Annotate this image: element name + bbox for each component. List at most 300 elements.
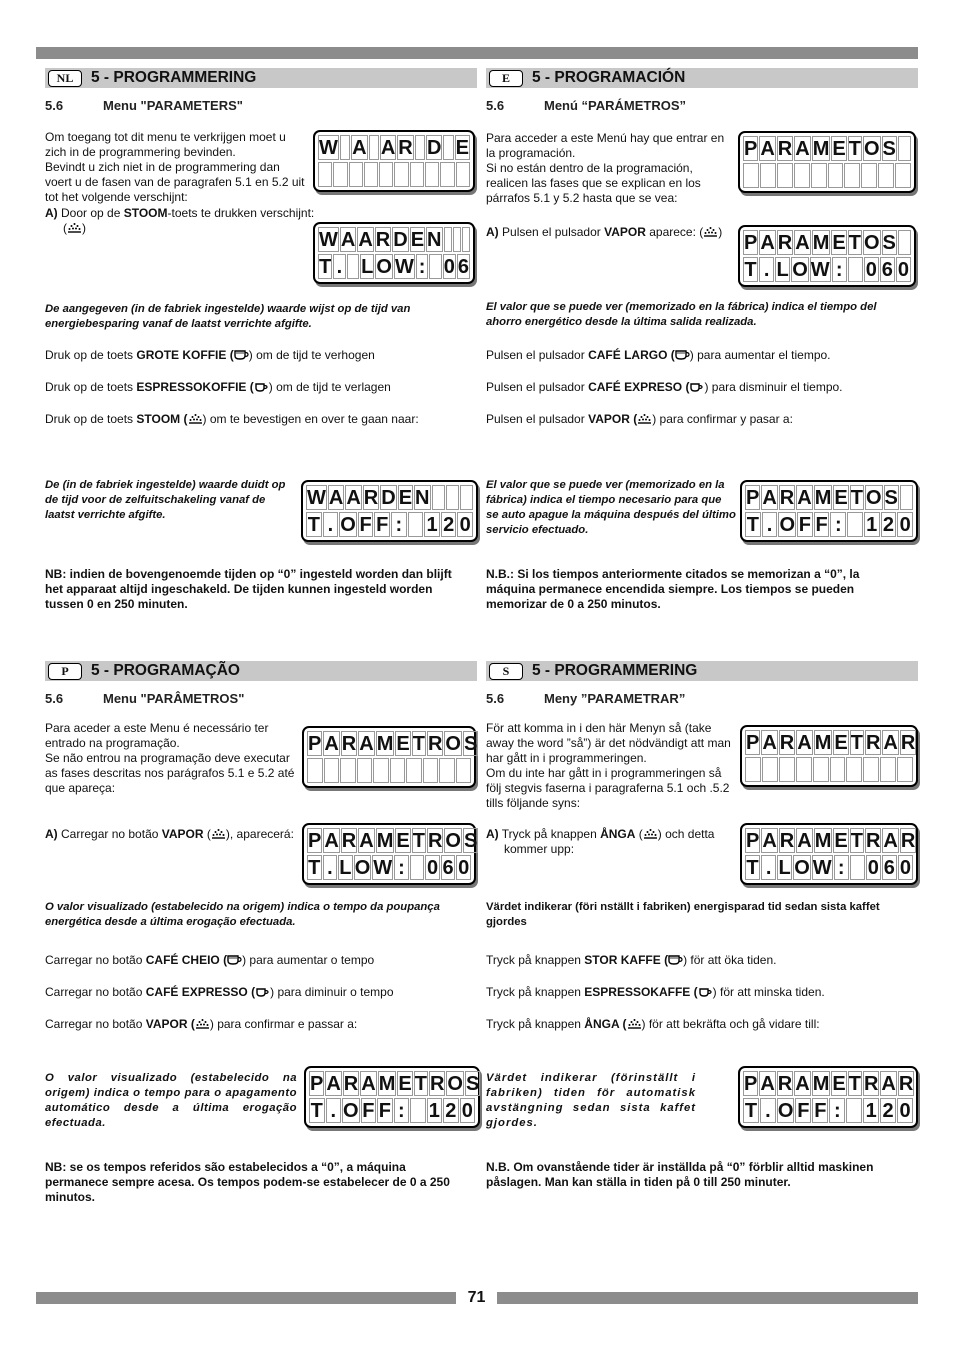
lcd-cell: [878, 163, 894, 188]
lcd-cell: [425, 162, 439, 187]
lcd-cell: O: [777, 1100, 794, 1122]
lcd-cell: [410, 855, 425, 880]
instruction-inc: [45, 348, 375, 363]
large-cup-icon: [227, 953, 242, 967]
paren: (: [629, 412, 638, 426]
large-cup-icon: [668, 953, 683, 967]
instruction-text: Pulsen el pulsador: [486, 348, 589, 362]
lcd-cell: W: [812, 857, 832, 879]
lcd-cell: D: [426, 137, 442, 159]
lcd-cell: T: [307, 514, 320, 536]
lcd-row-1: [307, 828, 478, 853]
lcd-cell: 2: [881, 512, 897, 537]
lcd-cell: :: [394, 855, 409, 880]
instruction-text: Tryck på knappen: [486, 985, 585, 999]
key-name: ÅNGA: [584, 1017, 620, 1031]
lcd-cell: F: [376, 514, 389, 536]
lcd-cell: :: [834, 855, 849, 880]
lcd-cell: 0: [458, 857, 470, 879]
lcd-cell: [453, 227, 461, 252]
lcd-cell: P: [744, 1073, 758, 1095]
note-auto-off: El valor que se puede ver (memorizado en la fábrica) indica el tiempo necesario para que se auto apague la máquina después del último servicio efectuado.: [486, 479, 736, 536]
lcd-cell: .: [323, 512, 339, 537]
step-label: A): [486, 225, 499, 239]
step-a: [45, 206, 321, 236]
lcd-cell: A: [324, 830, 339, 852]
nb-note: N.B. Om ovanstående tider är inställda på “0” förblir alltid maskinen påslagen. Man kan ställa in tiden på 0 till 250 minuter.: [486, 1160, 874, 1189]
steam-icon: [195, 1017, 210, 1031]
lcd-cell: S: [463, 830, 478, 852]
subsection-number: 5.6: [45, 691, 64, 706]
lcd-row-1: [306, 485, 473, 510]
lcd-cell: :: [829, 1098, 845, 1123]
lcd-cell: [443, 135, 453, 160]
lcd-display: [738, 131, 916, 193]
lcd-row-1: [743, 1071, 913, 1096]
lcd-cell: [318, 162, 332, 187]
lcd-cell: A: [326, 1073, 341, 1095]
key-name: GROTE KOFFIE: [136, 348, 227, 362]
lcd-cell: :: [391, 512, 407, 537]
section-header: [486, 68, 918, 88]
lcd-cell: 6: [457, 256, 470, 278]
section-header: [45, 661, 477, 681]
lcd-cell: E: [410, 229, 425, 251]
lcd-display: [313, 130, 475, 192]
section-header: [486, 661, 918, 681]
lcd-display: [738, 225, 916, 287]
key-name: ÅNGA: [600, 827, 636, 841]
lcd-row-2: [307, 855, 471, 880]
lcd-cell: T: [850, 732, 863, 754]
lcd-cell: [863, 757, 879, 782]
steam-icon: [67, 221, 82, 235]
lcd-cell: W: [810, 259, 830, 281]
lcd-cell: 0: [443, 256, 455, 278]
step-label: A): [486, 827, 499, 841]
lcd-cell: E: [398, 487, 413, 509]
lcd-cell: 6: [881, 259, 893, 281]
lcd-cell: P: [744, 232, 758, 254]
instruction-text: Druk op de toets: [45, 348, 137, 362]
lcd-display: [302, 726, 476, 788]
lcd-cell: [340, 135, 350, 160]
subsection-title: Meny ”PARAMETRAR”: [544, 691, 686, 706]
lcd-cell: F: [359, 514, 372, 536]
large-cup-icon: [234, 348, 249, 362]
lcd-cell: A: [881, 1073, 896, 1095]
lcd-row-2: [745, 757, 913, 782]
step-text: Carregar no botão: [61, 827, 162, 841]
lcd-cell: A: [380, 137, 396, 159]
instruction-dec: [45, 985, 394, 1000]
subsection-number: 5.6: [486, 98, 505, 113]
lcd-cell: 0: [460, 1098, 476, 1123]
lcd-row-2: [318, 254, 470, 279]
lcd-row-2: [743, 1098, 913, 1123]
lcd-cell: R: [779, 487, 795, 509]
paren: (: [246, 380, 254, 394]
instruction-text: Tryck på knappen: [486, 1017, 585, 1031]
lcd-cell: 0: [899, 857, 911, 879]
lcd-cell: [440, 162, 454, 187]
lcd-cell: L: [778, 857, 791, 879]
nb-note: N.B.: Si los tiempos anteriormente citados se memorizan a “0”, la máquina permanece encendida siempre. Los tiempos se pueden memorizar de 0 a 250 minutos.: [486, 567, 860, 611]
lcd-cell: A: [762, 830, 777, 852]
instruction-text: ) om de tijd te verhogen: [248, 348, 375, 362]
lcd-cell: [830, 757, 846, 782]
language-flag: E: [489, 70, 523, 87]
lcd-cell: O: [865, 487, 882, 509]
lcd-cell: A: [795, 138, 810, 160]
instruction-conf: [486, 1017, 820, 1032]
lcd-cell: [408, 512, 424, 537]
small-cup-icon: [689, 380, 704, 394]
lcd-cell: T: [848, 232, 861, 254]
lcd-cell: O: [445, 733, 461, 755]
lcd-cell: M: [812, 1073, 830, 1095]
lcd-row-1: [743, 136, 911, 161]
lcd-cell: R: [429, 1073, 445, 1095]
lcd-cell: R: [779, 732, 795, 754]
lcd-cell: M: [378, 1073, 396, 1095]
lcd-cell: R: [777, 138, 793, 160]
lcd-cell: 1: [427, 1098, 443, 1123]
note-energy-saving: O valor visualizado (estabelecido na origem) indica o tempo da poupança energética desde a última erogação efectuada.: [45, 901, 440, 928]
lcd-cell: .: [333, 254, 345, 279]
lcd-cell: O: [792, 259, 808, 281]
lcd-display: [740, 480, 918, 542]
lcd-cell: [762, 757, 778, 782]
lcd-cell: A: [795, 1073, 810, 1095]
lcd-cell: P: [308, 830, 322, 852]
lcd-cell: 0: [426, 857, 439, 879]
lcd-cell: F: [798, 514, 811, 536]
lcd-cell: E: [834, 487, 848, 509]
step-text: aparece: (: [645, 225, 704, 239]
lcd-cell: E: [455, 137, 469, 159]
step-text: Tryck på knappen: [501, 827, 601, 841]
lcd-cell: 1: [864, 512, 880, 537]
lcd-cell: L: [339, 857, 352, 879]
instruction-conf: [45, 412, 419, 427]
paren: (: [619, 1017, 627, 1031]
instruction-text: Tryck på knappen: [486, 953, 585, 967]
lcd-display: [301, 480, 478, 542]
lcd-cell: P: [310, 1073, 324, 1095]
lcd-cell: A: [346, 487, 361, 509]
instruction-text: Pulsen el pulsador: [486, 412, 589, 426]
lcd-cell: .: [762, 512, 778, 537]
intro-text: Para aceder a este Menu é necessário ter entrado na programação. Se não entrou na programação deve executar as fases descritas nos parágrafos 5.1 e 5.2 até que apareça:: [45, 721, 295, 795]
step-a: [45, 827, 303, 842]
lcd-cell: R: [863, 1073, 879, 1095]
lcd-cell: .: [323, 855, 338, 880]
lcd-cell: [410, 1098, 426, 1123]
lcd-cell: A: [883, 830, 898, 852]
instruction-text: ) para diminuir o tempo: [270, 985, 394, 999]
lcd-cell: S: [884, 487, 898, 509]
steam-icon: [188, 412, 203, 426]
lcd-cell: P: [746, 732, 760, 754]
lcd-cell: 6: [883, 857, 895, 879]
bottom-rule-left: [36, 1292, 456, 1304]
lcd-cell: L: [776, 259, 789, 281]
lcd-cell: A: [328, 487, 344, 509]
lcd-cell: S: [882, 138, 896, 160]
lcd-cell: [444, 227, 452, 252]
lcd-cell: [333, 162, 347, 187]
key-name: CAFÉ EXPRESSO: [145, 985, 248, 999]
instruction-inc: [45, 953, 374, 968]
lcd-display: [740, 725, 918, 787]
lcd-row-1: [318, 227, 470, 252]
lcd-cell: [357, 758, 373, 783]
paren: (: [660, 953, 669, 967]
lcd-cell: [848, 257, 863, 282]
lcd-cell: 2: [880, 1098, 896, 1123]
lcd-cell: T: [848, 138, 861, 160]
lcd-cell: R: [341, 830, 357, 852]
instruction-text: Carregar no botão: [45, 953, 146, 967]
instruction-inc: [486, 953, 776, 968]
lcd-row-1: [318, 135, 470, 160]
lcd-cell: R: [900, 732, 916, 754]
lcd-cell: O: [354, 857, 371, 879]
instruction-conf: [486, 412, 793, 427]
lcd-cell: :: [830, 512, 846, 537]
lcd-cell: [379, 162, 393, 187]
lcd-cell: W: [319, 137, 338, 159]
lcd-cell: [895, 163, 911, 188]
lcd-cell: :: [832, 257, 847, 282]
lcd-cell: A: [358, 229, 373, 251]
lcd-row-2: [306, 512, 473, 537]
lcd-cell: [410, 162, 424, 187]
lcd-cell: [415, 135, 425, 160]
paren: (: [247, 985, 256, 999]
lcd-cell: [456, 162, 470, 187]
step-text: (: [635, 827, 643, 841]
lcd-cell: [432, 485, 445, 510]
lcd-cell: [844, 163, 860, 188]
lcd-cell: [324, 758, 340, 783]
key-name: CAFÉ LARGO: [588, 348, 668, 362]
small-cup-icon: [255, 985, 270, 999]
lcd-cell: T: [744, 259, 757, 281]
lcd-cell: R: [777, 1073, 793, 1095]
lcd-cell: O: [343, 1100, 359, 1122]
small-cup-icon: [254, 380, 269, 394]
lcd-cell: F: [815, 514, 828, 536]
lcd-cell: [394, 162, 408, 187]
steam-icon: [637, 412, 652, 426]
lcd-display: [304, 1066, 480, 1128]
lcd-cell: W: [373, 857, 393, 879]
instruction-text: ) para aumentar o tempo: [242, 953, 375, 967]
subsection-title: Menu "PARÂMETROS": [103, 691, 245, 706]
lcd-cell: [861, 163, 877, 188]
lcd-row-2: [309, 1098, 475, 1123]
lcd-cell: R: [427, 830, 443, 852]
intro-text: Om toegang tot dit menu te verkrijgen moet u zich in de programmering bevinden. Bevindt u zich niet in de programmering dan voert u de fasen van de paragrafen 5.1 en 5.2 uit tot het volgende verschijnt:: [45, 130, 305, 204]
lcd-display: [738, 1066, 918, 1128]
lcd-cell: R: [363, 487, 379, 509]
step-label: A): [45, 206, 58, 220]
step-a: [486, 225, 744, 240]
lcd-cell: A: [762, 732, 777, 754]
lcd-cell: R: [375, 229, 391, 251]
lcd-cell: A: [352, 137, 367, 159]
lcd-cell: P: [744, 138, 758, 160]
subsection-number: 5.6: [45, 98, 64, 113]
lcd-cell: [811, 163, 827, 188]
note-auto-off: De (in de fabriek ingestelde) waarde duidt op de tijd voor de zelfuitschakeling vanaf de laatst verrichte afgifte.: [45, 479, 286, 521]
lcd-cell: [850, 855, 865, 880]
lcd-cell: [898, 230, 911, 255]
lcd-cell: O: [863, 138, 880, 160]
lcd-row-1: [745, 828, 916, 853]
paren: (: [180, 412, 188, 426]
lcd-cell: W: [307, 487, 326, 509]
lcd-cell: [439, 758, 455, 783]
lcd-cell: O: [863, 232, 880, 254]
lcd-cell: A: [361, 1073, 376, 1095]
lcd-cell: [900, 485, 913, 510]
key-name: ESPRESSOKAFFE: [584, 985, 691, 999]
paren: (: [219, 953, 228, 967]
lcd-display: [302, 823, 476, 885]
lcd-display: [740, 823, 918, 885]
lcd-cell: T: [412, 830, 425, 852]
lcd-cell: [779, 757, 795, 782]
note-auto-off: Värdet indikerar (förinställt i fabriken) tiden för automatisk avstängning sedan sista kaffet gjordes.: [486, 1072, 696, 1129]
lcd-cell: T: [746, 857, 759, 879]
page-number: 71: [467, 1289, 486, 1306]
lcd-cell: A: [883, 732, 898, 754]
instruction-conf: [45, 1017, 357, 1032]
lcd-cell: [369, 135, 379, 160]
instruction-text: Carregar no botão: [45, 1017, 146, 1031]
lcd-cell: T: [848, 1073, 861, 1095]
instruction-text: ) för att bekräfta och gå vidare till:: [641, 1017, 820, 1031]
step-text: Door op de: [61, 206, 124, 220]
lcd-cell: .: [759, 257, 774, 282]
lcd-cell: R: [779, 830, 795, 852]
lcd-cell: M: [376, 733, 394, 755]
step-a: [486, 827, 744, 857]
lcd-cell: [760, 163, 776, 188]
lcd-cell: O: [794, 857, 810, 879]
lcd-cell: A: [762, 487, 777, 509]
lcd-cell: [745, 757, 761, 782]
lcd-cell: M: [376, 830, 394, 852]
lcd-cell: .: [326, 1098, 342, 1123]
step-text: -toets te drukken verschijnt: (: [63, 206, 315, 235]
lcd-cell: 2: [443, 1098, 459, 1123]
lcd-cell: T: [308, 857, 321, 879]
lcd-row-2: [743, 257, 911, 282]
lcd-cell: E: [396, 733, 410, 755]
lcd-cell: N: [427, 229, 442, 251]
lcd-cell: W: [394, 256, 414, 278]
lcd-cell: T: [850, 487, 863, 509]
paren: (: [682, 380, 690, 394]
lcd-row-2: [318, 162, 470, 187]
bottom-rule-right: [497, 1292, 918, 1304]
lcd-cell: R: [865, 732, 881, 754]
lcd-cell: T: [414, 1073, 427, 1095]
instruction-text: ) för att minska tiden.: [712, 985, 825, 999]
lcd-cell: D: [393, 229, 408, 251]
lcd-cell: R: [398, 137, 413, 159]
paren: (: [226, 348, 234, 362]
lcd-cell: 0: [457, 512, 473, 537]
lcd-cell: E: [834, 830, 848, 852]
note-energy-saving: Värdet indikerar (föri nställt i fabriken) energisparad tid sedan sista kaffet gjordes: [486, 901, 880, 928]
lcd-cell: [406, 758, 422, 783]
instruction-text: Pulsen el pulsador: [486, 380, 589, 394]
lcd-cell: L: [361, 256, 374, 278]
lcd-cell: R: [898, 1073, 914, 1095]
intro-text: Para acceder a este Menú hay que entrar en la programación. Si no están dentro de la programación, realicen las fases que se explican en los párrafos 5.1 y 5.2 hasta que se vea:: [486, 131, 725, 205]
lcd-cell: [390, 758, 406, 783]
lcd-cell: P: [746, 487, 760, 509]
lcd-row-1: [307, 731, 478, 756]
lcd-row-1: [743, 230, 911, 255]
lcd-cell: :: [394, 1098, 410, 1123]
lcd-cell: 2: [441, 512, 457, 537]
step-text: Pulsen el pulsador: [502, 225, 605, 239]
step-text: ): [718, 225, 723, 239]
lcd-cell: A: [340, 229, 356, 251]
instruction-dec: [45, 380, 391, 395]
lcd-cell: A: [797, 830, 812, 852]
section-title: 5 - PROGRAMMERING: [91, 69, 257, 86]
lcd-cell: E: [832, 138, 846, 160]
lcd-cell: [743, 163, 759, 188]
subsection-heading: [45, 98, 243, 113]
subsection-heading: [486, 691, 685, 706]
intro-text: För att komma in i den här Menyn så (take away the word ”så”) är det nödvändigt att man har gått in i programmeringen. Om du inte har gått in i programmeringen så följ stegvis faserna i paragraferna 5.1 och .5.2 tills följande syns:: [486, 721, 731, 810]
lcd-row-2: [307, 758, 471, 783]
lcd-cell: O: [376, 256, 392, 278]
lcd-cell: [880, 757, 896, 782]
instruction-text: ) för att öka tiden.: [683, 953, 777, 967]
lcd-cell: A: [795, 232, 810, 254]
lcd-cell: [846, 1098, 862, 1123]
lcd-cell: A: [797, 732, 812, 754]
lcd-cell: M: [812, 232, 830, 254]
section-title: 5 - PROGRAMMERING: [532, 662, 698, 679]
lcd-cell: E: [834, 732, 848, 754]
lcd-cell: S: [463, 733, 478, 755]
lcd-cell: 0: [897, 512, 913, 537]
subsection-title: Menú “PARÁMETROS”: [544, 98, 687, 113]
steam-icon: [643, 827, 658, 841]
instruction-text: ) para disminuir el tiempo.: [704, 380, 843, 394]
lcd-cell: E: [832, 1073, 846, 1095]
lcd-cell: :: [416, 254, 428, 279]
lcd-cell: [456, 758, 472, 783]
note-energy-saving: El valor que se puede ver (memorizado en la fábrica) indica el tiempo del ahorro energético desde la última salida realizada.: [486, 301, 877, 328]
instruction-text: ) para confirmar y pasar a:: [652, 412, 793, 426]
section-title: 5 - PROGRAMAÇÃO: [91, 662, 240, 679]
lcd-cell: R: [777, 232, 793, 254]
lcd-cell: R: [427, 733, 443, 755]
paren: (: [667, 348, 675, 362]
lcd-cell: M: [814, 732, 832, 754]
